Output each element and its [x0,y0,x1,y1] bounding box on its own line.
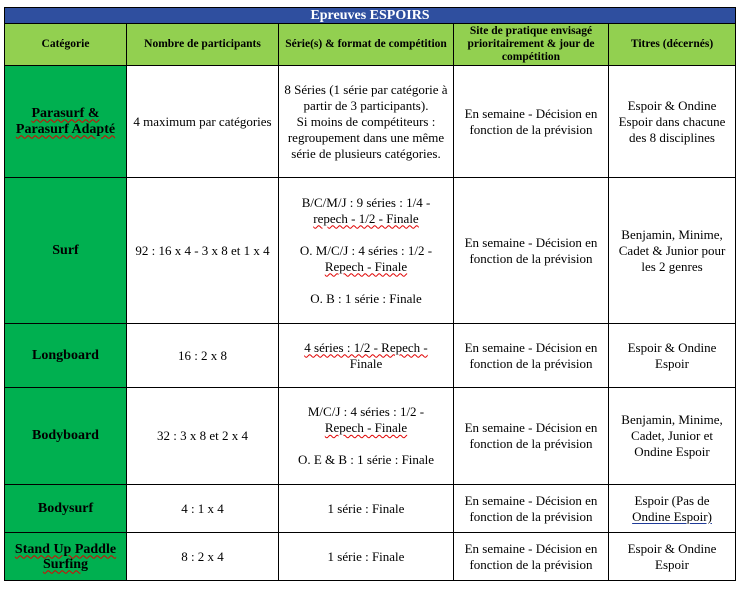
titles-cell: Espoir & Ondine Espoir dans chacune des 8 disciplines [609,66,736,178]
format-line: O. M/C/J : 4 séries : 1/2 - [299,242,433,258]
table-row [5,324,736,388]
format-line: repech - 1/2 - Finale [313,210,419,226]
site-cell: En semaine - Décision en fonction de la prévision [454,485,609,533]
format-cell: 1 série : Finale [279,485,454,533]
category-bodyboard: Bodyboard [5,388,127,485]
format-line: O. E & B : 1 série : Finale [297,452,435,467]
format-line: Repech - Finale [324,258,408,274]
format-line: 4 séries : 1/2 - Repech - [304,339,428,355]
format-cell: 8 Séries (1 série par catégorie à partir de 3 participants). Si moins de compétiteurs : regroupement dans une même série de plusieurs catégories. [279,66,454,178]
site-cell: En semaine - Décision en fonction de la prévision [454,178,609,324]
category-longboard: Longboard [5,324,127,388]
site-cell: En semaine - Décision en fonction de la prévision [454,324,609,388]
titles-cell: Benjamin, Minime, Cadet, Junior et Ondine Espoir [609,388,736,485]
header-participants: Nombre de participants [127,24,279,66]
table-row [5,533,736,581]
titles-cell: Espoir & Ondine Espoir [609,533,736,581]
participants-cell: 4 maximum par catégories [127,66,279,178]
titles-cell [609,485,736,533]
titles-cell: Benjamin, Minime, Cadet & Junior pour les 2 genres [609,178,736,324]
format-cell [279,324,454,388]
participants-cell: 8 : 2 x 4 [127,533,279,581]
header-site: Site de pratique envisagé prioritairement & jour de compétition [454,24,609,66]
format-cell: 1 série : Finale [279,533,454,581]
format-line: M/C/J : 4 séries : 1/2 - [307,404,425,419]
titles-cell: Espoir & Ondine Espoir [609,324,736,388]
table-row [5,485,736,533]
site-cell: En semaine - Décision en fonction de la prévision [454,533,609,581]
table-row [5,178,736,324]
format-cell [279,388,454,485]
site-cell: En semaine - Décision en fonction de la prévision [454,66,609,178]
format-line: Finale [349,355,383,371]
participants-cell: 32 : 3 x 8 et 2 x 4 [127,388,279,485]
header-row [5,24,736,66]
table-title-row [5,8,736,24]
format-line: O. B : 1 série : Finale [310,290,422,306]
category-bodysurf: Bodysurf [5,485,127,533]
table-title: Epreuves ESPOIRS [5,8,736,24]
titles-text: Espoir (Pas de [634,492,710,508]
espoirs-table [4,7,736,581]
participants-cell: 4 : 1 x 4 [127,485,279,533]
header-titles: Titres (décernés) [609,24,736,66]
format-cell [279,178,454,324]
table-row [5,388,736,485]
format-line: Repech - Finale [324,420,408,435]
participants-cell: 92 : 16 x 4 - 3 x 8 et 1 x 4 [127,178,279,324]
table-row [5,66,736,178]
category-parasurf: Parasurf & Parasurf Adapté [5,66,127,178]
header-format: Série(s) & format de compétition [279,24,454,66]
format-line: B/C/M/J : 9 séries : 1/4 - [301,194,431,210]
header-category: Catégorie [5,24,127,66]
participants-cell: 16 : 2 x 8 [127,324,279,388]
titles-text: Ondine Espoir) [632,508,712,524]
category-surf: Surf [5,178,127,324]
site-cell: En semaine - Décision en fonction de la prévision [454,388,609,485]
category-sup: Stand Up Paddle Surfing [5,533,127,581]
